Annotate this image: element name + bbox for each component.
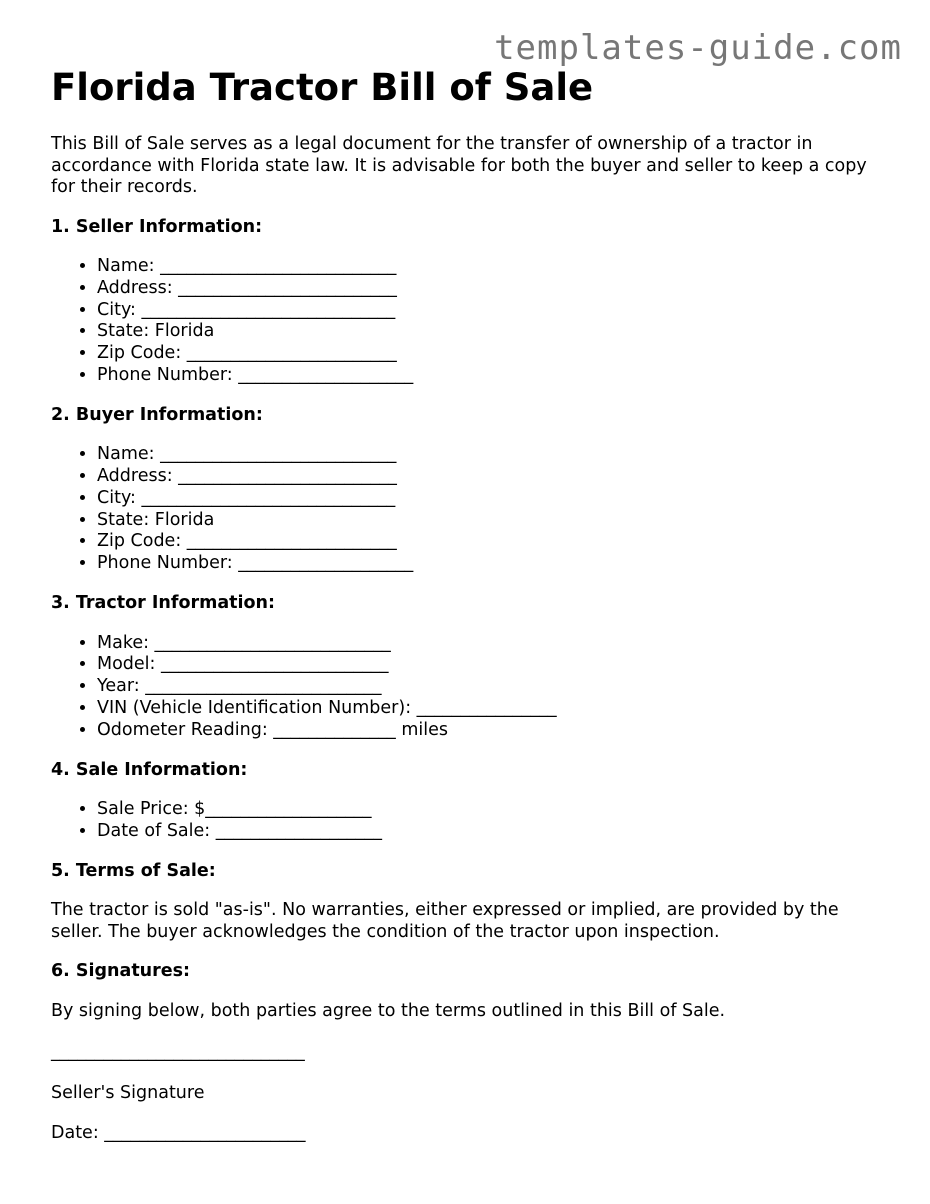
document-page bbox=[51, 64, 891, 1145]
tractor-info-list bbox=[51, 633, 891, 742]
buyer-section-heading: 2. Buyer Information: bbox=[51, 404, 263, 425]
tractor-model-field: • Model: __________________________ bbox=[97, 654, 891, 676]
terms-paragraph: The tractor is sold "as-is". No warranties, either expressed or implied, are provided by the seller. The buyer acknowledges the condition of the tractor upon inspection. bbox=[51, 900, 839, 942]
seller-phone-field: • Phone Number: ____________________ bbox=[97, 365, 891, 387]
tractor-vin-field: • VIN (Vehicle Identification Number): ________________ bbox=[97, 698, 891, 720]
signatures-paragraph: By signing below, both parties agree to the terms outlined in this Bill of Sale. bbox=[51, 1000, 726, 1021]
buyer-info-list bbox=[51, 444, 891, 575]
buyer-state-field: • State: Florida bbox=[97, 510, 891, 532]
tractor-odometer-field: • Odometer Reading: ______________ miles bbox=[97, 720, 891, 742]
tractor-section-heading: 3. Tractor Information: bbox=[51, 593, 275, 614]
tractor-make-field: • Make: ___________________________ bbox=[97, 633, 891, 655]
tractor-year-field: • Year: ___________________________ bbox=[97, 676, 891, 698]
seller-signature-label: Seller's Signature bbox=[51, 1082, 205, 1103]
sale-info-list bbox=[51, 799, 891, 843]
buyer-name-field: • Name: ___________________________ bbox=[97, 444, 891, 466]
buyer-city-field: • City: _____________________________ bbox=[97, 488, 891, 510]
watermark: templates-guide.com bbox=[494, 28, 902, 68]
document-title: Florida Tractor Bill of Sale bbox=[51, 66, 594, 109]
buyer-address-field: • Address: _________________________ bbox=[97, 466, 891, 488]
buyer-zip-field: • Zip Code: ________________________ bbox=[97, 531, 891, 553]
seller-address-field: • Address: _________________________ bbox=[97, 278, 891, 300]
sale-price-field: • Sale Price: $___________________ bbox=[97, 799, 891, 821]
terms-section-heading: 5. Terms of Sale: bbox=[51, 860, 216, 881]
seller-city-field: • City: _____________________________ bbox=[97, 300, 891, 322]
seller-signature-line: _____________________________ bbox=[51, 1042, 305, 1063]
seller-date-field: Date: _______________________ bbox=[51, 1123, 306, 1144]
seller-section-heading: 1. Seller Information: bbox=[51, 216, 263, 237]
sale-section-heading: 4. Sale Information: bbox=[51, 759, 248, 780]
sale-date-field: • Date of Sale: ___________________ bbox=[97, 821, 891, 843]
intro-paragraph: This Bill of Sale serves as a legal document for the transfer of ownership of a tractor in accordance with Florida state law. It is advisable for both the buyer and seller to keep a copy for their records. bbox=[51, 134, 867, 197]
seller-info-list bbox=[51, 256, 891, 387]
seller-zip-field: • Zip Code: ________________________ bbox=[97, 343, 891, 365]
seller-state-field: • State: Florida bbox=[97, 321, 891, 343]
seller-name-field: • Name: ___________________________ bbox=[97, 256, 891, 278]
signatures-section-heading: 6. Signatures: bbox=[51, 961, 191, 982]
buyer-phone-field: • Phone Number: ____________________ bbox=[97, 553, 891, 575]
